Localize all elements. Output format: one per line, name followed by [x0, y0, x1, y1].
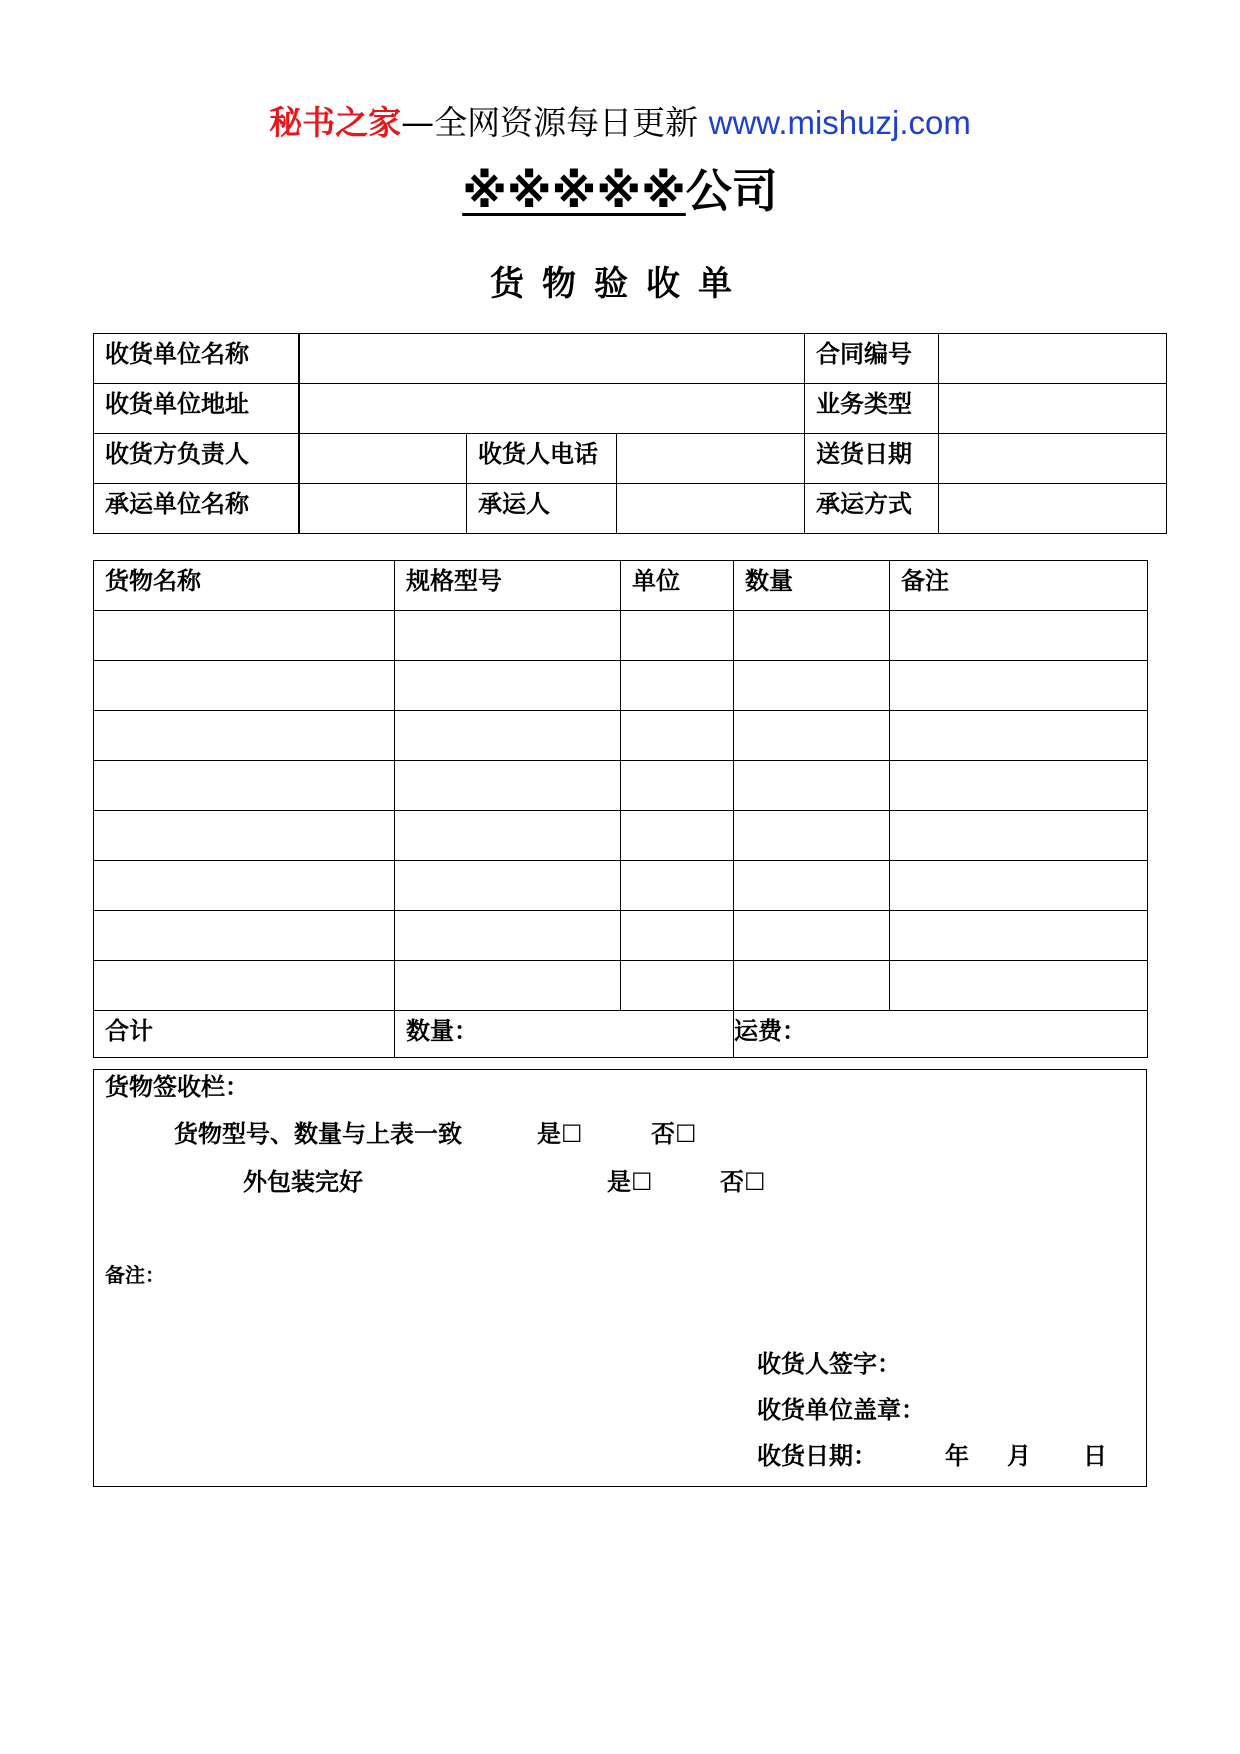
goods-name-cell[interactable]: [94, 911, 395, 961]
table-row: [94, 811, 1148, 861]
freight-cell[interactable]: [734, 1011, 1148, 1058]
remark-cell[interactable]: [890, 611, 1148, 661]
table-row: [94, 861, 1148, 911]
spec-model-cell[interactable]: [395, 661, 621, 711]
unit-cell[interactable]: [621, 611, 734, 661]
table-row: [94, 711, 1148, 761]
check-consistency-yes-checkbox[interactable]: 是☐: [537, 1120, 583, 1148]
receiver-manager-field[interactable]: [299, 434, 467, 484]
receiver-phone-field[interactable]: [617, 434, 805, 484]
header-unit: 单位: [621, 561, 734, 611]
receiver-address-label: 收货单位地址: [94, 384, 299, 434]
spec-model-cell[interactable]: [395, 961, 621, 1011]
table-row: [94, 334, 1167, 384]
header-spec-model: 规格型号: [395, 561, 621, 611]
total-row: [94, 1011, 1148, 1058]
table-row: [94, 761, 1148, 811]
carrier-field[interactable]: [617, 484, 805, 534]
unit-cell[interactable]: [621, 761, 734, 811]
spec-model-cell[interactable]: [395, 911, 621, 961]
date-month-label: 月: [1007, 1442, 1031, 1470]
remark-cell[interactable]: [890, 711, 1148, 761]
freight-label: 运费：: [734, 1017, 806, 1045]
remark-cell[interactable]: [890, 861, 1148, 911]
total-quantity-cell[interactable]: [395, 1011, 734, 1058]
carrier-name-field[interactable]: [299, 484, 467, 534]
goods-name-cell[interactable]: [94, 611, 395, 661]
remark-cell[interactable]: [890, 961, 1148, 1011]
table-row: [94, 961, 1148, 1011]
banner-url-link[interactable]: www.mishuzj.com: [708, 104, 971, 141]
check-packaging-no-checkbox[interactable]: 否☐: [720, 1168, 766, 1196]
receiver-signature-label: 收货人签字：: [757, 1350, 901, 1378]
receiver-info-table: [93, 333, 1167, 534]
table-header-row: [94, 561, 1148, 611]
brand-name: 秘书之家: [269, 103, 402, 142]
quantity-cell[interactable]: [734, 861, 890, 911]
spec-model-cell[interactable]: [395, 711, 621, 761]
contract-no-label: 合同编号: [805, 334, 939, 384]
receipt-date-label: 收货日期：: [757, 1442, 877, 1470]
remark-cell[interactable]: [890, 911, 1148, 961]
check-packaging-yes-checkbox[interactable]: 是☐: [607, 1168, 653, 1196]
header-quantity: 数量: [734, 561, 890, 611]
receiver-stamp-label: 收货单位盖章：: [757, 1396, 925, 1424]
unit-cell[interactable]: [621, 911, 734, 961]
company-placeholder-marks: ※※※※※: [462, 164, 686, 218]
remark-cell[interactable]: [890, 811, 1148, 861]
delivery-date-label: 送货日期: [805, 434, 939, 484]
remark-cell[interactable]: [890, 761, 1148, 811]
remark-label: 备注：: [105, 1263, 165, 1287]
quantity-cell[interactable]: [734, 961, 890, 1011]
check-consistency-no-checkbox[interactable]: 否☐: [651, 1120, 697, 1148]
total-quantity-label: 数量：: [406, 1017, 478, 1045]
carrier-method-field[interactable]: [939, 484, 1167, 534]
header-banner: [0, 100, 1240, 146]
company-suffix: 公司: [685, 164, 778, 218]
receiver-name-label: 收货单位名称: [94, 334, 299, 384]
quantity-cell[interactable]: [734, 761, 890, 811]
quantity-cell[interactable]: [734, 811, 890, 861]
table-row: [94, 484, 1167, 534]
total-label: 合计: [94, 1011, 395, 1058]
unit-cell[interactable]: [621, 861, 734, 911]
signoff-title: 货物签收栏：: [105, 1073, 249, 1101]
carrier-method-label: 承运方式: [805, 484, 939, 534]
check-packaging-label: 外包装完好: [243, 1168, 363, 1196]
goods-items-table: [93, 560, 1148, 1058]
receiver-address-field[interactable]: [299, 384, 805, 434]
delivery-date-field[interactable]: [939, 434, 1167, 484]
quantity-cell[interactable]: [734, 911, 890, 961]
table-row: [94, 434, 1167, 484]
contract-no-field[interactable]: [939, 334, 1167, 384]
carrier-label: 承运人: [467, 484, 617, 534]
goods-name-cell[interactable]: [94, 761, 395, 811]
business-type-field[interactable]: [939, 384, 1167, 434]
banner-slogan: 全网资源每日更新: [434, 103, 699, 142]
unit-cell[interactable]: [621, 811, 734, 861]
receiver-manager-label: 收货方负责人: [94, 434, 299, 484]
business-type-label: 业务类型: [805, 384, 939, 434]
header-goods-name: 货物名称: [94, 561, 395, 611]
spec-model-cell[interactable]: [395, 611, 621, 661]
goods-name-cell[interactable]: [94, 861, 395, 911]
table-row: [94, 611, 1148, 661]
receiver-phone-label: 收货人电话: [467, 434, 617, 484]
carrier-name-label: 承运单位名称: [94, 484, 299, 534]
spec-model-cell[interactable]: [395, 861, 621, 911]
goods-name-cell[interactable]: [94, 711, 395, 761]
header-remark: 备注: [890, 561, 1148, 611]
unit-cell[interactable]: [621, 711, 734, 761]
remark-cell[interactable]: [890, 661, 1148, 711]
check-consistency-label: 货物型号、数量与上表一致: [174, 1120, 462, 1148]
unit-cell[interactable]: [621, 961, 734, 1011]
table-row: [94, 911, 1148, 961]
goods-signoff-section: [93, 1069, 1147, 1487]
goods-name-cell[interactable]: [94, 811, 395, 861]
quantity-cell[interactable]: [734, 611, 890, 661]
date-day-label: 日: [1083, 1442, 1107, 1470]
company-name: [0, 160, 1240, 222]
table-row: [94, 661, 1148, 711]
table-row: [94, 384, 1167, 434]
unit-cell[interactable]: [621, 661, 734, 711]
date-year-label: 年: [945, 1442, 969, 1470]
quantity-cell[interactable]: [734, 661, 890, 711]
spec-model-cell[interactable]: [395, 811, 621, 861]
goods-name-cell[interactable]: [94, 961, 395, 1011]
document-title: 货物验收单: [490, 264, 750, 304]
banner-dash: —: [401, 103, 435, 142]
spec-model-cell[interactable]: [395, 761, 621, 811]
receiver-name-field[interactable]: [299, 334, 805, 384]
quantity-cell[interactable]: [734, 711, 890, 761]
goods-name-cell[interactable]: [94, 661, 395, 711]
